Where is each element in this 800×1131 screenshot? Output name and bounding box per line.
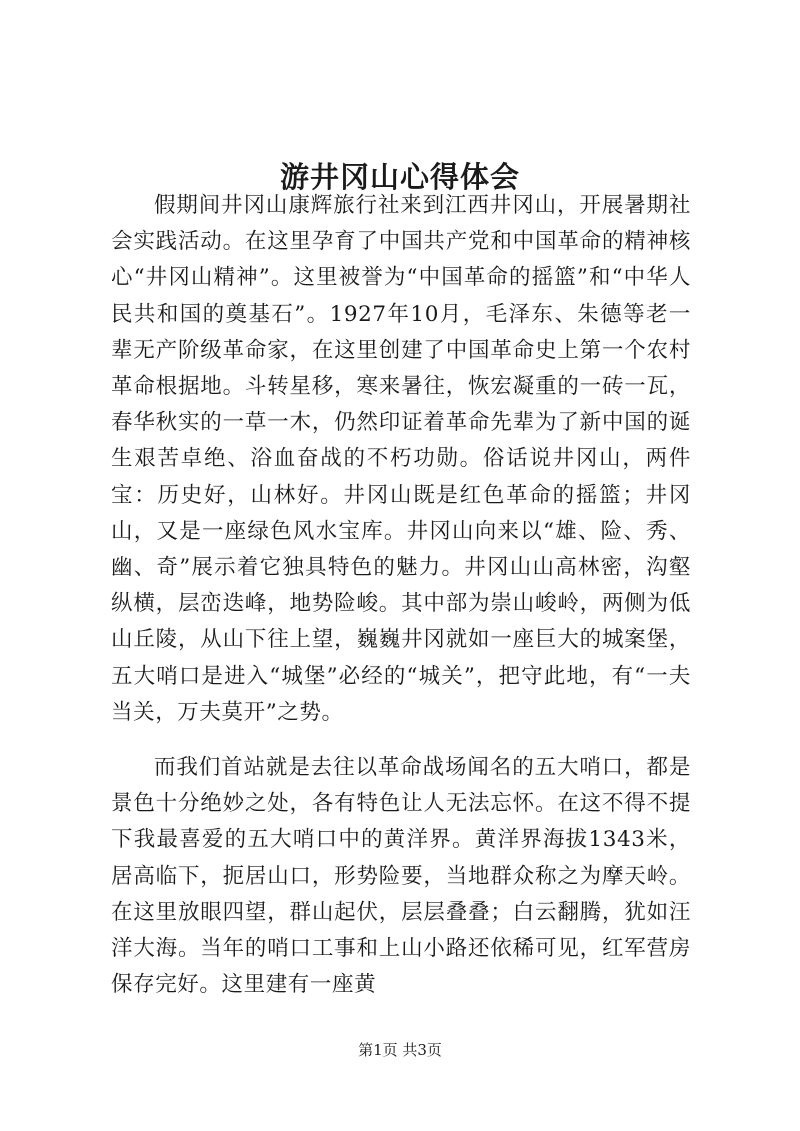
document-title: 游井冈山心得体会 [279,160,520,195]
page-number-footer: 第1页 共3页 [358,1041,442,1059]
document-body [111,188,691,1003]
paragraph-2: 而我们首站就是去往以革命战场闻名的五大哨口，都是景色十分绝妙之处，各有特色让人无法忘怀。在这不得不提下我最喜爱的五大哨口中的黄洋界。黄洋界海拔1343米，居高临下，扼居山口，形势险要，当地群众称之为摩天岭。在这里放眼四望，群山起伏，层层叠叠；白云翻腾，犹如汪洋大海。当年的哨口工事和上山小路还依稀可见，红军营房保存完好。这里建有一座黄 [111,755,691,998]
paragraph-1: 假期间井冈山康辉旅行社来到江西井冈山，开展暑期社会实践活动。在这里孕育了中国共产党和中国革命的精神核心“井冈山精神”。这里被誉为“中国革命的摇篮”和“中华人民共和国的奠基石”。1927年10月，毛泽东、朱德等老一辈无产阶级革命家，在这里创建了中国革命史上第一个农村革命根据地。斗转星移，寒来暑往，恢宏凝重的一砖一瓦，春华秋实的一草一木，仍然印证着革命先辈为了新中国的诞生艰苦卓绝、浴血奋战的不朽功勋。俗话说井冈山，两件宝：历史好，山林好。井冈山既是红色革命的摇篮；井冈山，又是一座绿色风水宝库。井冈山向来以“雄、险、秀、幽、奇”展示着它独具特色的魅力。井冈山山高林密，沟壑纵横，层峦迭峰，地势险峻。其中部为崇山峻岭，两侧为低山丘陵，从山下往上望，巍巍井冈就如一座巨大的城案堡，五大哨口是进入“城堡”必经的“城关”，把守此地，有“一夫当关，万夫莫开”之势。 [111,193,691,725]
